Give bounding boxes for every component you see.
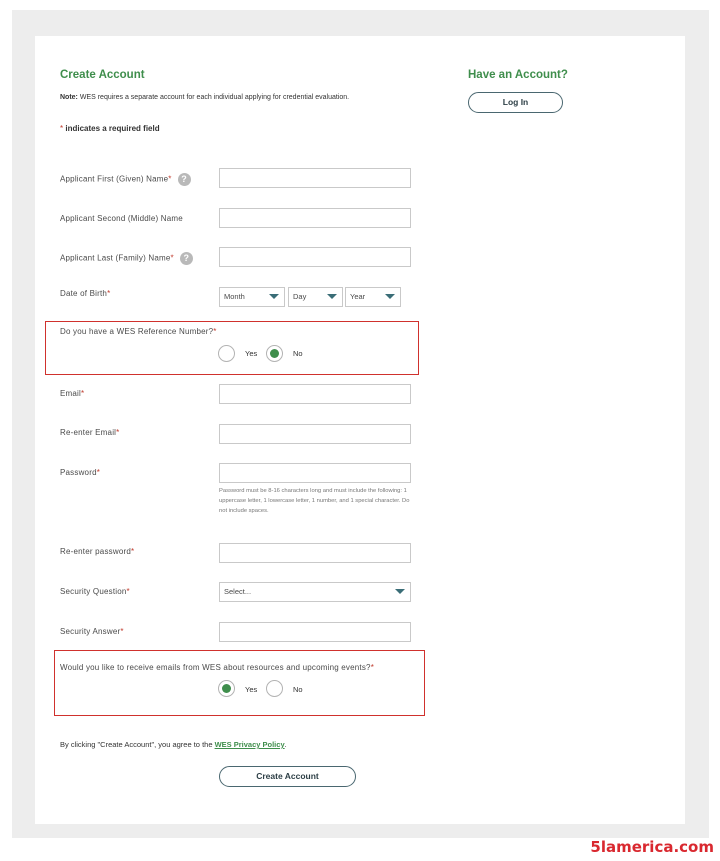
reference-yes-option[interactable] bbox=[218, 345, 235, 367]
reference-question-label bbox=[60, 327, 217, 336]
reenter-password-text: Re-enter password bbox=[60, 547, 131, 556]
chevron-down-icon bbox=[269, 294, 279, 299]
emails-question-text: Would you like to receive emails from WES about resources and upcoming events? bbox=[60, 663, 371, 672]
reenter-password-input[interactable] bbox=[219, 543, 411, 563]
reenter-email-label bbox=[60, 428, 119, 437]
required-star: * bbox=[116, 428, 120, 437]
security-question-text: Security Question bbox=[60, 587, 127, 596]
password-input[interactable] bbox=[219, 463, 411, 483]
note-body: WES requires a separate account for each individual applying for credential evaluation. bbox=[77, 94, 350, 101]
emails-yes-option[interactable] bbox=[218, 680, 235, 702]
last-name-label bbox=[60, 252, 193, 265]
required-star: * bbox=[170, 253, 174, 263]
dob-month-value: Month bbox=[224, 292, 245, 301]
security-answer-text: Security Answer bbox=[60, 627, 121, 636]
have-account-title: Have an Account? bbox=[468, 69, 568, 81]
reference-yes-label[interactable]: Yes bbox=[245, 349, 258, 358]
password-text: Password bbox=[60, 468, 97, 477]
note-text bbox=[60, 94, 349, 101]
last-name-text: Applicant Last (Family) Name bbox=[60, 253, 171, 263]
chevron-down-icon bbox=[395, 589, 405, 594]
required-star: * bbox=[120, 627, 124, 636]
dob-month-select[interactable] bbox=[219, 287, 285, 307]
dob-year-value: Year bbox=[350, 292, 366, 301]
reference-yes-radio[interactable] bbox=[218, 345, 235, 362]
reference-question-text: Do you have a WES Reference Number? bbox=[60, 327, 214, 336]
emails-question-label bbox=[60, 663, 374, 672]
required-star: * bbox=[126, 587, 130, 596]
watermark: 5lamerica.com bbox=[590, 838, 714, 856]
reenter-email-input[interactable] bbox=[219, 424, 411, 444]
middle-name-input[interactable] bbox=[219, 208, 411, 228]
reference-no-option[interactable] bbox=[266, 345, 283, 367]
first-name-input[interactable] bbox=[219, 168, 411, 188]
middle-name-label: Applicant Second (Middle) Name bbox=[60, 214, 183, 223]
last-name-input[interactable] bbox=[219, 247, 411, 267]
required-star: * bbox=[60, 124, 64, 133]
dob-day-value: Day bbox=[293, 292, 307, 301]
log-in-button[interactable]: Log In bbox=[468, 92, 563, 113]
password-label bbox=[60, 468, 100, 477]
emails-no-option[interactable] bbox=[266, 680, 283, 702]
dob-day-select[interactable] bbox=[288, 287, 343, 307]
emails-yes-radio[interactable] bbox=[218, 680, 235, 697]
security-question-value: Select... bbox=[224, 587, 252, 596]
note-label: Note: bbox=[60, 94, 78, 101]
dob-text: Date of Birth bbox=[60, 289, 108, 298]
dob-year-select[interactable] bbox=[345, 287, 401, 307]
required-star: * bbox=[81, 389, 85, 398]
required-text: indicates a required field bbox=[63, 124, 160, 133]
create-account-card bbox=[35, 36, 685, 824]
email-text: Email bbox=[60, 389, 82, 398]
agreement-text: By clicking "Create Account", you agree to the bbox=[60, 740, 215, 749]
reference-no-radio[interactable] bbox=[266, 345, 283, 362]
reenter-password-label bbox=[60, 547, 134, 556]
reenter-email-text: Re-enter Email bbox=[60, 428, 117, 437]
chevron-down-icon bbox=[385, 294, 395, 299]
required-star: * bbox=[96, 468, 101, 477]
privacy-policy-link[interactable]: WES Privacy Policy bbox=[214, 740, 285, 749]
required-star: * bbox=[213, 327, 217, 336]
dob-label bbox=[60, 289, 110, 298]
required-field-note bbox=[60, 124, 160, 133]
security-answer-input[interactable] bbox=[219, 622, 411, 642]
emails-yes-label[interactable]: Yes bbox=[245, 685, 258, 694]
first-name-text: Applicant First (Given) Name bbox=[60, 174, 169, 184]
reference-no-label[interactable]: No bbox=[293, 349, 303, 358]
first-name-label bbox=[60, 173, 191, 186]
required-star: * bbox=[107, 289, 111, 298]
email-input[interactable] bbox=[219, 384, 411, 404]
emails-no-radio[interactable] bbox=[266, 680, 283, 697]
create-account-button[interactable]: Create Account bbox=[219, 766, 356, 787]
required-star: * bbox=[131, 547, 135, 556]
privacy-agreement bbox=[60, 740, 287, 749]
chevron-down-icon bbox=[327, 294, 337, 299]
emails-highlight-box bbox=[54, 650, 425, 716]
help-icon[interactable]: ? bbox=[180, 252, 193, 265]
required-star: * bbox=[370, 663, 375, 672]
required-star: * bbox=[168, 174, 172, 184]
security-question-label bbox=[60, 587, 130, 596]
email-label bbox=[60, 389, 84, 398]
security-answer-label bbox=[60, 627, 124, 636]
help-icon[interactable]: ? bbox=[178, 173, 191, 186]
page-title: Create Account bbox=[60, 69, 145, 81]
agreement-suffix: . bbox=[284, 740, 287, 749]
password-hint: Password must be 8-16 characters long and must include the following: 1 uppercase letter, 1 lowercase letter, 1 number, and 1 special character. Do not include spaces. bbox=[219, 488, 410, 514]
security-question-select[interactable] bbox=[219, 582, 411, 602]
emails-no-label[interactable]: No bbox=[293, 685, 303, 694]
